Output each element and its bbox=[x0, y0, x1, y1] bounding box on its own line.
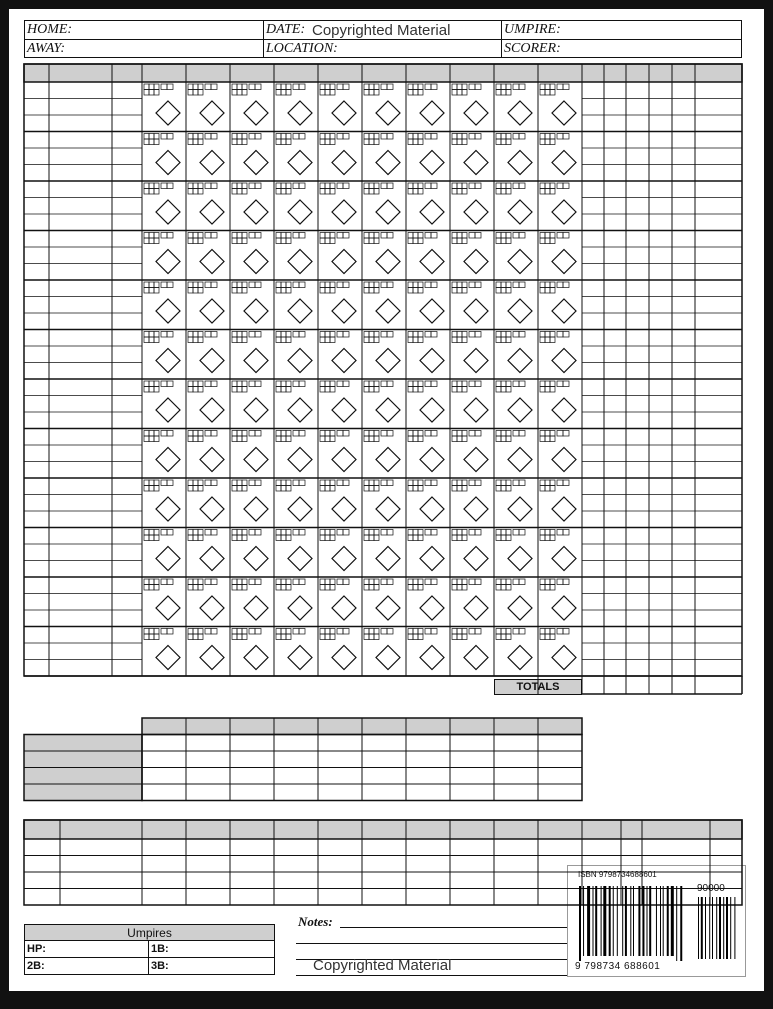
barcode-bar bbox=[625, 886, 627, 956]
barcode-bar bbox=[647, 886, 648, 956]
first-base-label: 1B: bbox=[151, 943, 169, 955]
barcode-bar bbox=[601, 886, 602, 956]
barcode-bar bbox=[709, 897, 710, 959]
date-label: DATE: bbox=[266, 22, 306, 37]
isbn-digits: 9 798734 688601 bbox=[575, 961, 661, 972]
barcode-bar bbox=[726, 897, 728, 959]
barcode-bar bbox=[595, 886, 597, 956]
third-base-label: 3B: bbox=[151, 960, 169, 972]
barcode-bars-svg bbox=[9, 9, 764, 1009]
price-code: 90000 bbox=[697, 883, 725, 894]
barcode-bar bbox=[660, 886, 661, 956]
barcode-bar bbox=[583, 886, 584, 956]
location-label: LOCATION: bbox=[266, 41, 338, 56]
hp-label: HP: bbox=[27, 943, 46, 955]
barcode-bar bbox=[593, 886, 594, 956]
barcode-bar bbox=[587, 886, 590, 956]
barcode-bar bbox=[698, 897, 699, 959]
barcode-bar bbox=[617, 886, 618, 956]
barcode-bar bbox=[663, 886, 664, 956]
barcode-bar bbox=[701, 897, 703, 959]
barcode-bar bbox=[649, 886, 651, 956]
barcode-bar bbox=[609, 886, 611, 956]
umpire-label: UMPIRE: bbox=[504, 22, 561, 37]
barcode-bar bbox=[630, 886, 631, 956]
scorer-label: SCORER: bbox=[504, 41, 561, 56]
isbn-text: ISBN 9798734688601 bbox=[578, 870, 657, 879]
barcode-bar bbox=[716, 897, 717, 959]
barcode-bar bbox=[676, 886, 677, 961]
scoresheet-page bbox=[9, 9, 764, 991]
barcode-bar bbox=[712, 897, 713, 959]
barcode-bar bbox=[603, 886, 606, 956]
barcode-bar bbox=[656, 886, 657, 956]
barcode-bar bbox=[613, 886, 614, 956]
barcode-bar bbox=[633, 886, 634, 956]
notes-watermark: Copyrighted Material bbox=[313, 957, 452, 974]
barcode-bar bbox=[705, 897, 706, 959]
second-base-label: 2B: bbox=[27, 960, 45, 972]
totals-label: TOTALS bbox=[494, 679, 582, 695]
barcode-bar bbox=[671, 886, 674, 956]
barcode-bar bbox=[730, 897, 731, 959]
barcode-bar bbox=[622, 886, 623, 956]
barcode-bar bbox=[719, 897, 721, 959]
umpires-title: Umpires bbox=[25, 925, 274, 941]
barcode-bar bbox=[638, 886, 640, 956]
notes-label: Notes: bbox=[298, 914, 333, 929]
away-label: AWAY: bbox=[27, 41, 66, 56]
barcode-bar bbox=[667, 886, 669, 956]
barcode-bar bbox=[579, 886, 581, 961]
barcode-bar bbox=[723, 897, 724, 959]
barcode-bar bbox=[734, 897, 735, 959]
barcode-bar bbox=[642, 886, 644, 956]
copyright-watermark: Copyrighted Material bbox=[312, 22, 451, 39]
home-label: HOME: bbox=[27, 22, 73, 37]
barcode-bar bbox=[680, 886, 682, 961]
